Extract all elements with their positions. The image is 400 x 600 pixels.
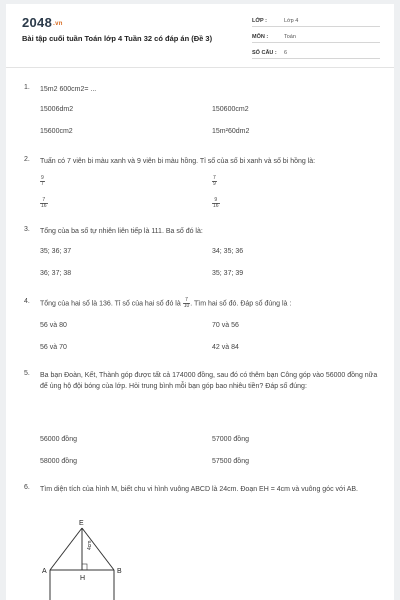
q1-option-a[interactable]: 15006dm2 (40, 106, 74, 113)
question-stem: Tìm diện tích của hình M, biết chu vi hình vuông ABCD là 24cm. Đoạn EH = 4cm và vuông góc với AB. (40, 486, 359, 493)
question-number: 2. (24, 156, 30, 163)
fraction (212, 176, 217, 187)
q2-option-c[interactable] (40, 198, 48, 209)
denominator: 9 (213, 181, 216, 187)
subject-label: MÔN : (252, 34, 269, 40)
numerator: 9 (212, 198, 220, 204)
numerator: 7 (183, 298, 191, 304)
edge-ae (50, 528, 82, 570)
fraction (40, 176, 45, 187)
question-count-value: 6 (284, 50, 288, 56)
q2-option-d[interactable] (212, 198, 220, 209)
denominator: 10 (183, 303, 190, 309)
right-angle-mark (82, 564, 87, 570)
denominator: 16 (213, 203, 219, 209)
class-value: Lớp 4 (284, 18, 299, 24)
question-count-label: SỐ CÂU : (252, 50, 277, 56)
label-h: H (80, 575, 86, 582)
question-stem: Ba bạn Đoàn, Kết, Thành góp được tất cả 174000 đồng, sau đó có thêm bạn Công góp vào 56000 đồng nữa để ủng hộ đội bóng của lớp. Hỏi trung bình mỗi bạn góp bao nhiêu tiền? Đáp số đúng: (40, 372, 378, 390)
q1-option-c[interactable]: 15600cm2 (40, 128, 73, 135)
q3-option-c[interactable]: 36; 37; 38 (40, 270, 72, 277)
question-number: 1. (24, 84, 30, 91)
q1-option-b[interactable]: 150600cm2 (212, 106, 249, 113)
q5-option-a[interactable]: 56000 đồng (40, 436, 77, 443)
denominator: 16 (41, 203, 47, 209)
worksheet-header (6, 4, 394, 68)
q5-option-c[interactable]: 58000 đồng (40, 458, 77, 465)
q5-option-d[interactable]: 57500 đồng (212, 458, 249, 465)
q3-option-a[interactable]: 35; 36; 37 (40, 248, 72, 255)
subject-value: Toán (284, 34, 296, 40)
q4-option-a[interactable]: 56 và 80 (40, 322, 67, 329)
q1-option-d[interactable]: 15m²60dm2 (212, 128, 250, 135)
label-a: A (42, 568, 47, 575)
fraction (212, 198, 220, 209)
q4-option-d[interactable]: 42 và 84 (212, 344, 239, 351)
class-label: LỚP : (252, 18, 267, 24)
geometry-figure (42, 518, 152, 600)
label-e: E (79, 520, 84, 527)
q5-option-b[interactable]: 57000 đồng (212, 436, 249, 443)
q2-option-a[interactable] (40, 176, 45, 187)
logo-suffix: .vn (53, 21, 63, 27)
numerator: 9 (41, 175, 44, 181)
question-count-field (252, 48, 380, 59)
subject-field (252, 32, 380, 43)
q2-option-b[interactable] (212, 176, 217, 187)
question-stem: Tuấn có 7 viên bi màu xanh và 9 viên bi màu hồng. Tỉ số của số bi xanh và số bi hồng là: (40, 158, 316, 165)
q3-option-b[interactable]: 34; 35; 36 (212, 248, 244, 255)
question-stem: Tổng của ba số tự nhiên liên tiếp là 111. Ba số đó là: (40, 228, 203, 235)
question-number: 3. (24, 226, 30, 233)
question-number: 6. (24, 484, 30, 491)
stem-text: Tổng của hai số là 136. Tỉ số của hai số đó là (40, 300, 181, 308)
q4-option-b[interactable]: 70 và 56 (212, 322, 239, 329)
page-title: Bài tập cuối tuần Toán lớp 4 Tuần 32 có đáp án (Đề 3) (22, 34, 213, 43)
numerator: 7 (40, 198, 48, 204)
q3-option-d[interactable]: 35; 37; 39 (212, 270, 244, 277)
class-field (252, 16, 380, 27)
label-b: B (117, 568, 122, 575)
question-number: 4. (24, 298, 30, 305)
question-number: 5. (24, 370, 30, 377)
height-label: 4cm (87, 540, 93, 550)
question-stem: 15m2 600cm2= ... (40, 86, 97, 93)
worksheet-page (6, 4, 394, 600)
denominator: 7 (41, 181, 44, 187)
numerator: 7 (213, 175, 216, 181)
question-stem (40, 298, 380, 309)
stem-text: . Tìm hai số đó. Đáp số đúng là : (190, 300, 292, 308)
logo-text: 2048 (22, 15, 53, 30)
fraction (40, 198, 48, 209)
q4-option-c[interactable]: 56 và 70 (40, 344, 67, 351)
site-logo[interactable] (22, 15, 63, 30)
